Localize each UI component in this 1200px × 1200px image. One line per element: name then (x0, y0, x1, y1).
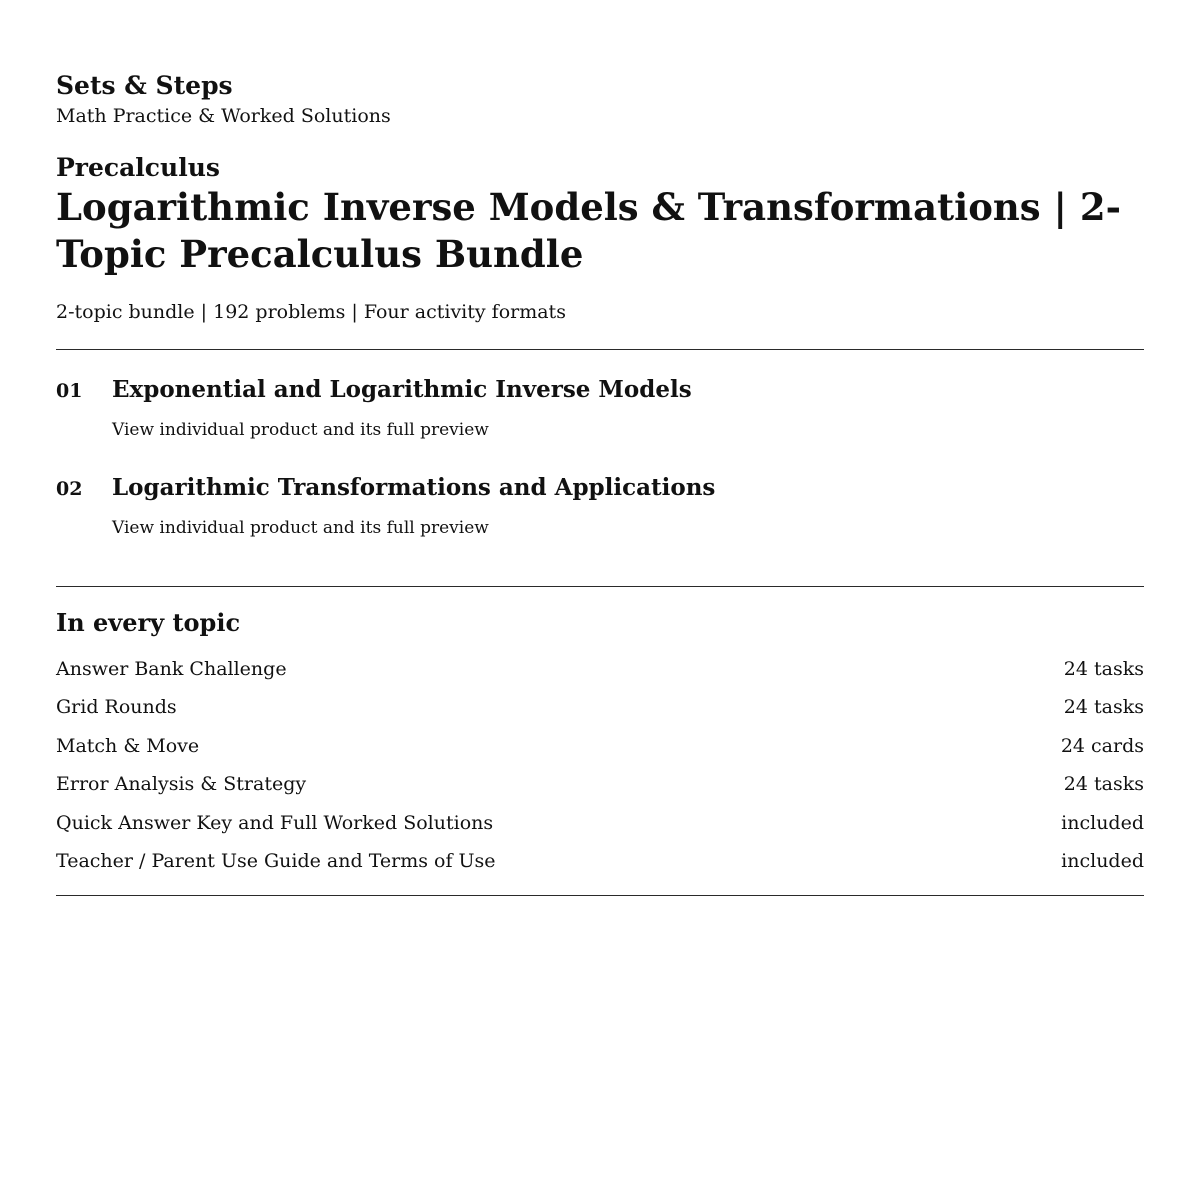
feature-row (56, 846, 1144, 876)
section-heading: In every topic (56, 608, 241, 637)
feature-row (56, 769, 1144, 799)
feature-value: 24 tasks (1063, 658, 1144, 680)
bundle-summary: 2-topic bundle | 192 problems | Four activity formats (56, 301, 566, 323)
view-product-link[interactable]: View individual product and its full preview (112, 420, 489, 440)
brand-tagline: Math Practice & Worked Solutions (56, 105, 391, 127)
feature-row (56, 692, 1144, 722)
feature-row (56, 808, 1144, 838)
feature-value: included (1061, 850, 1144, 872)
feature-label: Quick Answer Key and Full Worked Solutions (56, 812, 494, 834)
feature-value: 24 tasks (1063, 773, 1144, 795)
feature-label: Error Analysis & Strategy (56, 773, 307, 795)
subject-label: Precalculus (56, 153, 220, 182)
feature-label: Grid Rounds (56, 696, 177, 718)
feature-row (56, 731, 1144, 761)
divider (56, 586, 1144, 587)
feature-label: Match & Move (56, 735, 200, 757)
feature-label: Answer Bank Challenge (56, 658, 287, 680)
feature-value: 24 tasks (1063, 696, 1144, 718)
view-product-link[interactable]: View individual product and its full preview (112, 518, 489, 538)
brand-name: Sets & Steps (56, 71, 233, 100)
topic-title: Exponential and Logarithmic Inverse Models (112, 376, 692, 403)
feature-label: Teacher / Parent Use Guide and Terms of Use (56, 850, 496, 872)
topic-title: Logarithmic Transformations and Applications (112, 474, 716, 501)
page-title: Logarithmic Inverse Models & Transformations | 2-Topic Precalculus Bundle (56, 185, 1121, 276)
divider (56, 349, 1144, 350)
feature-value: included (1061, 812, 1144, 834)
divider (56, 895, 1144, 896)
topic-number: 02 (56, 478, 83, 500)
topic-number: 01 (56, 380, 83, 402)
feature-value: 24 cards (1060, 735, 1144, 757)
feature-row (56, 654, 1144, 684)
